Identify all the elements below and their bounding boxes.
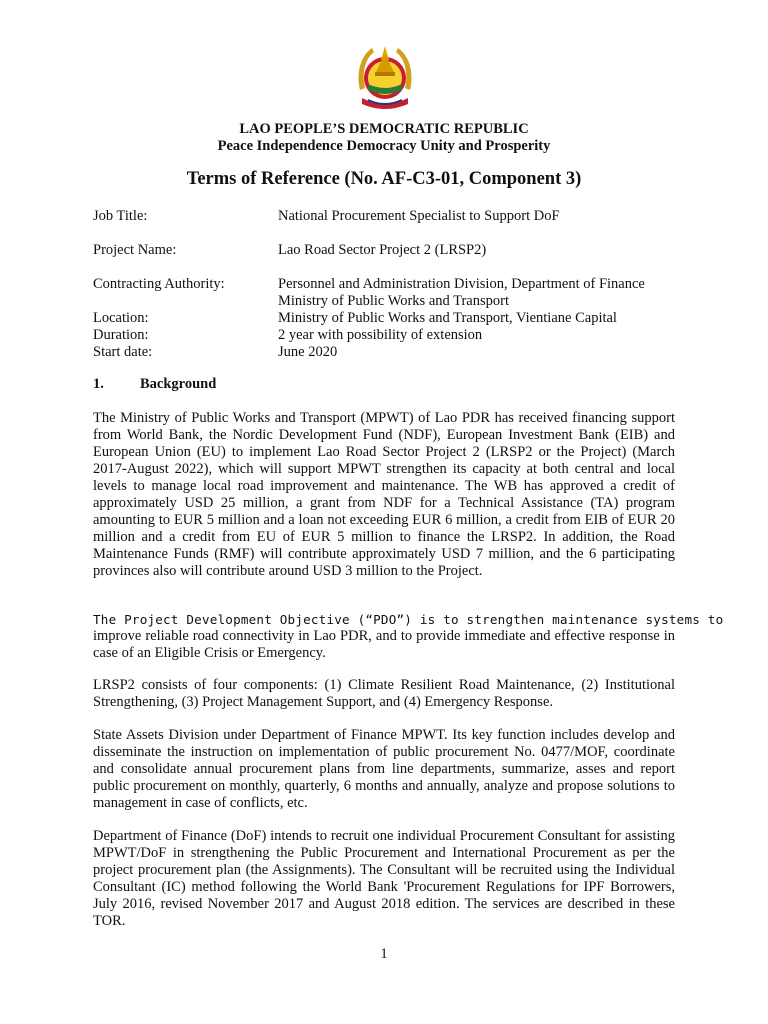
pdo-paragraph-first-line: The Project Development Objective (“PDO”) is to strengthen maintenance systems to: [93, 612, 724, 627]
background-paragraph-1: The Ministry of Public Works and Transport (MPWT) of Lao PDR has received financing support from World Bank, the Nordic Development Fund (NDF), European Investment Bank (EIB) and European Union (EU) to implement Lao Road Sector Project 2 (LRSP2 or the Project) (March 2017-August 2022), which will support MPWT strengthen its capacity at both central and local levels to manage local road improvement and maintenance. The WB has approved a credit of approximately USD 25 million, a grant from NDF for a Technical Assistance (TA) program amounting to EUR 5 million and a loan not exceeding EUR 6 million, a credit from EIB of EUR 20 million and a credit from EU of EUR 5 million to finance the LRSP2. In addition, the Road Maintenance Funds (RMF) will contribute approximately USD 7 million, and the 6 participating provinces also will contribute around USD 3 million to the Project.: [93, 410, 675, 579]
project-name-value: Lao Road Sector Project 2 (LRSP2): [278, 242, 487, 258]
contracting-authority-line2: Ministry of Public Works and Transport: [278, 293, 509, 309]
job-title-value: National Procurement Specialist to Support DoF: [278, 208, 560, 224]
duration-value: 2 year with possibility of extension: [278, 327, 483, 343]
section-number: 1.: [93, 376, 104, 392]
location-label: Location:: [93, 310, 149, 326]
page-number: 1: [380, 946, 388, 962]
document-title: Terms of Reference (No. AF-C3-01, Component 3): [186, 169, 582, 189]
start-date-label: Start date:: [93, 344, 153, 360]
location-value: Ministry of Public Works and Transport, Vientiane Capital: [278, 310, 617, 326]
project-name-label: Project Name:: [93, 242, 177, 258]
section-title: Background: [140, 376, 217, 392]
country-name: LAO PEOPLE’S DEMOCRATIC REPUBLIC: [239, 121, 529, 137]
dof-recruitment-paragraph: Department of Finance (DoF) intends to recruit one individual Procurement Consultant for assisting MPWT/DoF in strengthening the Public Procurement and International Procurement as per the project procurement plan (the Assignments). The Consultant will be recruited using the Individual Consultant (IC) method following the World Bank 'Procurement Regulations for IPF Borrowers, July 2016, revised November 2017 and August 2018 edition. The services are described in these TOR.: [93, 828, 675, 929]
job-title-label: Job Title:: [93, 208, 148, 224]
components-paragraph: LRSP2 consists of four components: (1) Climate Resilient Road Maintenance, (2) Institutional Strengthening, (3) Project Management Support, and (4) Emergency Response.: [93, 677, 675, 710]
national-motto: Peace Independence Democracy Unity and Prosperity: [217, 138, 551, 154]
national-emblem: [354, 38, 416, 114]
pdo-paragraph-rest: improve reliable road connectivity in Lao PDR, and to provide immediate and effective response in case of an Eligible Crisis or Emergency.: [93, 628, 675, 661]
contracting-authority-label: Contracting Authority:: [93, 276, 225, 292]
duration-label: Duration:: [93, 327, 149, 343]
contracting-authority-line1: Personnel and Administration Division, Department of Finance: [278, 276, 645, 292]
state-assets-paragraph: State Assets Division under Department of Finance MPWT. Its key function includes develop and disseminate the instruction on implementation of public procurement No. 0477/MOF, coordinate and consolidate annual procurement plans from line departments, summarize, asses and report public procurement on monthly, quarterly, 6 months and annually, analyze and propose solutions to management in case of conflicts, etc.: [93, 727, 675, 811]
start-date-value: June 2020: [278, 344, 338, 360]
